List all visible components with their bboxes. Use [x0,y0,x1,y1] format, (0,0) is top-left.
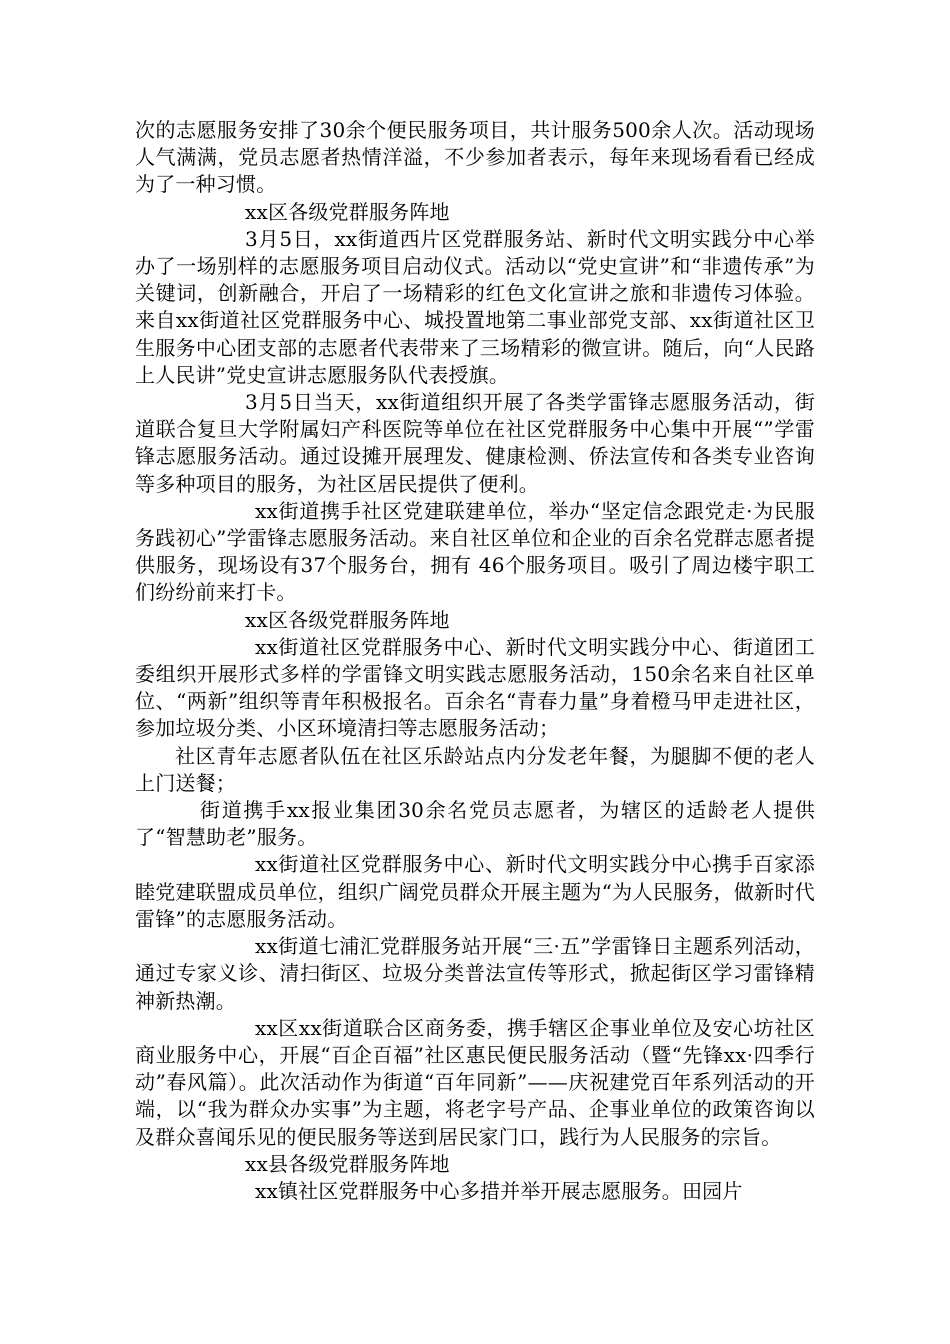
paragraph: xx镇社区党群服务中心多措并举开展志愿服务。田园片 [255,1178,743,1203]
paragraph: 3月5日当天，xx街道组织开展了各类学雷锋志愿服务活动，街道联合复旦大学附属妇产科医院等单位在社区党群服务中心集中开展“”学雷锋志愿服务活动。通过设摊开展理发、健康检测、侨法宣传和各类专业咨询等多种项目的服务，为社区居民提供了便利。 [135,390,815,496]
paragraph: xx街道七浦汇党群服务站开展“三·五”学雷锋日主题系列活动，通过专家义诊、清扫街区、垃圾分类普法宣传等形式，掀起街区学习雷锋精神新热潮。 [135,934,815,1013]
paragraph: xx街道社区党群服务中心、新时代文明实践分中心携手百家添睦党建联盟成员单位，组织广阔党员群众开展主题为“为人民服务，做新时代雷锋”的志愿服务活动。 [135,852,815,931]
paragraph: xx街道社区党群服务中心、新时代文明实践分中心、街道团工委组织开展形式多样的学雷锋文明实践志愿服务活动，150余名来自社区单位、“两新”组织等青年积极报名。百余名“青春力量”身着橙马甲走进社区，参加垃圾分类、小区环境清扫等志愿服务活动； [135,634,815,741]
paragraph: xx街道携手社区党建联建单位，举办“坚定信念跟党走·为民服务践初心”学雷锋志愿服务活动。来自社区单位和企业的百余名党群志愿者提供服务，现场设有37个服务台，拥有 46个服务项目。吸引了周边楼宇职工们纷纷前来打卡。 [135,498,815,605]
section-heading: xx区各级党群服务阵地 [245,199,450,224]
paragraph-continuation: 次的志愿服务安排了30余个便民服务项目，共计服务500余人次。活动现场人气满满，党员志愿者热情洋溢，不少参加者表示，每年来现场看看已经成为了一种习惯。 [135,118,815,197]
paragraph: 街道携手xx报业集团30余名党员志愿者，为辖区的适龄老人提供了“智慧助老”服务。 [135,798,815,850]
paragraph: 社区青年志愿者队伍在社区乐龄站点内分发老年餐，为腿脚不便的老人上门送餐； [135,743,815,795]
paragraph: 3月5日，xx街道西片区党群服务站、新时代文明实践分中心举办了一场别样的志愿服务项目启动仪式。活动以“党史宣讲”和“非遗传承”为关键词，创新融合，开启了一场精彩的红色文化宣讲之旅和非遗传习体验。来自xx街道社区党群服务中心、城投置地第二事业部党支部、xx街道社区卫生服务中心团支部的志愿者代表带来了三场精彩的微宣讲。随后，向“人民路上人民讲”党史宣讲志愿服务队代表授旗。 [135,226,815,387]
section-heading: xx区各级党群服务阵地 [245,607,450,632]
paragraph: xx区xx街道联合区商务委，携手辖区企事业单位及安心坊社区商业服务中心，开展“百企百福”社区惠民便民服务活动（暨“先锋xx·四季行动”春风篇）。此次活动作为街道“百年同新”——庆祝建党百年系列活动的开端，以“我为群众办实事”为主题，将老字号产品、企事业单位的政策咨询以及群众喜闻乐见的便民服务等送到居民家门口，践行为人民服务的宗旨。 [135,1015,815,1149]
section-heading: xx县各级党群服务阵地 [245,1151,450,1176]
document-body [135,117,815,1205]
